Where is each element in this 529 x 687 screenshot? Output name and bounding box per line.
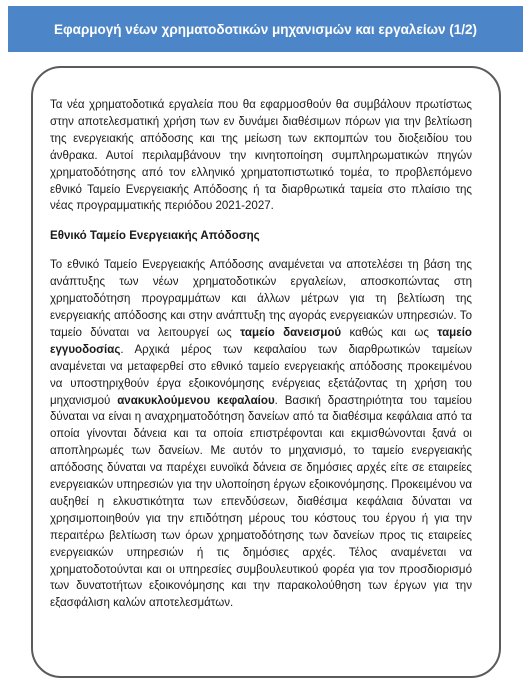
fund-term-guarantee: ταμείο εγγυοδοσίας: [50, 326, 472, 356]
fund-term-revolving: ανακυκλούμενου κεφαλαίου: [117, 394, 275, 407]
fund-text-a: Το εθνικό Ταμείο Ενεργειακής Απόδοσης αναμένεται να αποτελέσει τη βάση της ανάπτυξης των νέων χρηματοδοτικών εργαλείων, αποσκοπώντας στη χρηματοδότηση προγραμμάτων και άλλων μέτρων για τη βελτίωση της ενεργειακής απόδοσης και στην ανάπτυξη της αγοράς ενεργειακών υπηρεσιών. Το ταμείο δύναται να λειτουργεί ως: [50, 259, 472, 339]
slide-header: [8, 6, 523, 52]
slide-title: Εφαρμογή νέων χρηματοδοτικών μηχανισμών και εργαλείων (1/2): [53, 21, 478, 37]
section-subheading: Εθνικό Ταμείο Ενεργειακής Απόδοσης: [50, 230, 260, 243]
fund-text-c: καθώς και ως: [341, 326, 438, 339]
intro-paragraph: Τα νέα χρηματοδοτικά εργαλεία που θα εφαρμοσθούν θα συμβάλουν πρωτίστως στην αποτελεσματική χρήση των εν δυνάμει διαθέσιμων πόρων για την βελτίωση της ενεργειακής απόδοσης και της μείωση των εκπομπών του διοξειδίου του άνθρακα. Αυτοί περιλαμβάνουν την κινητοποίηση συμπληρωματικών πηγών χρηματοδότησης από τον ελληνικό χρηματοπιστωτικό τομέα, το προβλεπόμενο εθνικό Ταμείο Ενεργειακής Απόδοσης ή τα διαρθρωτικά ταμεία στο πλαίσιο της νέας προγραμματικής περιόδου 2021-2027.: [50, 99, 472, 213]
fund-text-d: . Αρχικά μέρος των κεφαλαίου των διαρθρωτικών ταμείων αναμένεται να μεταφερθεί στο εθνικό ταμείο ενεργειακής απόδοσης προκειμένου να υποστηριχθούν έργα εξοικονόμησης ενέργειας εξετάζοντας τη χρήση του μηχανισμού: [50, 343, 472, 407]
fund-paragraph: [50, 257, 472, 612]
content-text: [50, 97, 472, 612]
fund-term-loan: ταμείο δανεισμού: [240, 326, 342, 339]
fund-text-e: . Βασική δραστηριότητα του ταμείου δύναται να είναι η αναχρηματοδότηση δανείων από τα διαθέσιμα κεφάλαια από τα οποία γίνονται δάνεια και τα οποία επιστρέφονται και εκμισθώνονται ξανά οι αποπληρωμές των δανείων. Με αυτόν το μηχανισμό, το ταμείο ενεργειακής απόδοσης δύναται να παρέχει ευνοϊκά δάνεια σε δημόσιες αρχές είτε σε εταιρείες ενεργειακών υπηρεσιών για την υλοποίηση έργων εξοικονόμησης. Προκειμένου να αυξηθεί η ελκυστικότητα των επενδύσεων, διαθέσιμα κεφάλαια δύναται να χρησιμοποιηθούν για την επιδότηση μέρους του κόστους του έργου ή για την περαιτέρω βελτίωση των όρων χρηματοδότησης των δανείων προς τις εταιρείες ενεργειακών υπηρεσιών ή τις δημόσιες αρχές. Τέλος αναμένεται να χρηματοδοτούνται και οι υπηρεσίες συμβουλευτικού φορέα για τον προσδιορισμό των δυνατοτήτων εξοικονόμησης και την παρακολούθηση των έργων για την εξασφάλιση καλών αποτελεσμάτων.: [50, 394, 472, 610]
